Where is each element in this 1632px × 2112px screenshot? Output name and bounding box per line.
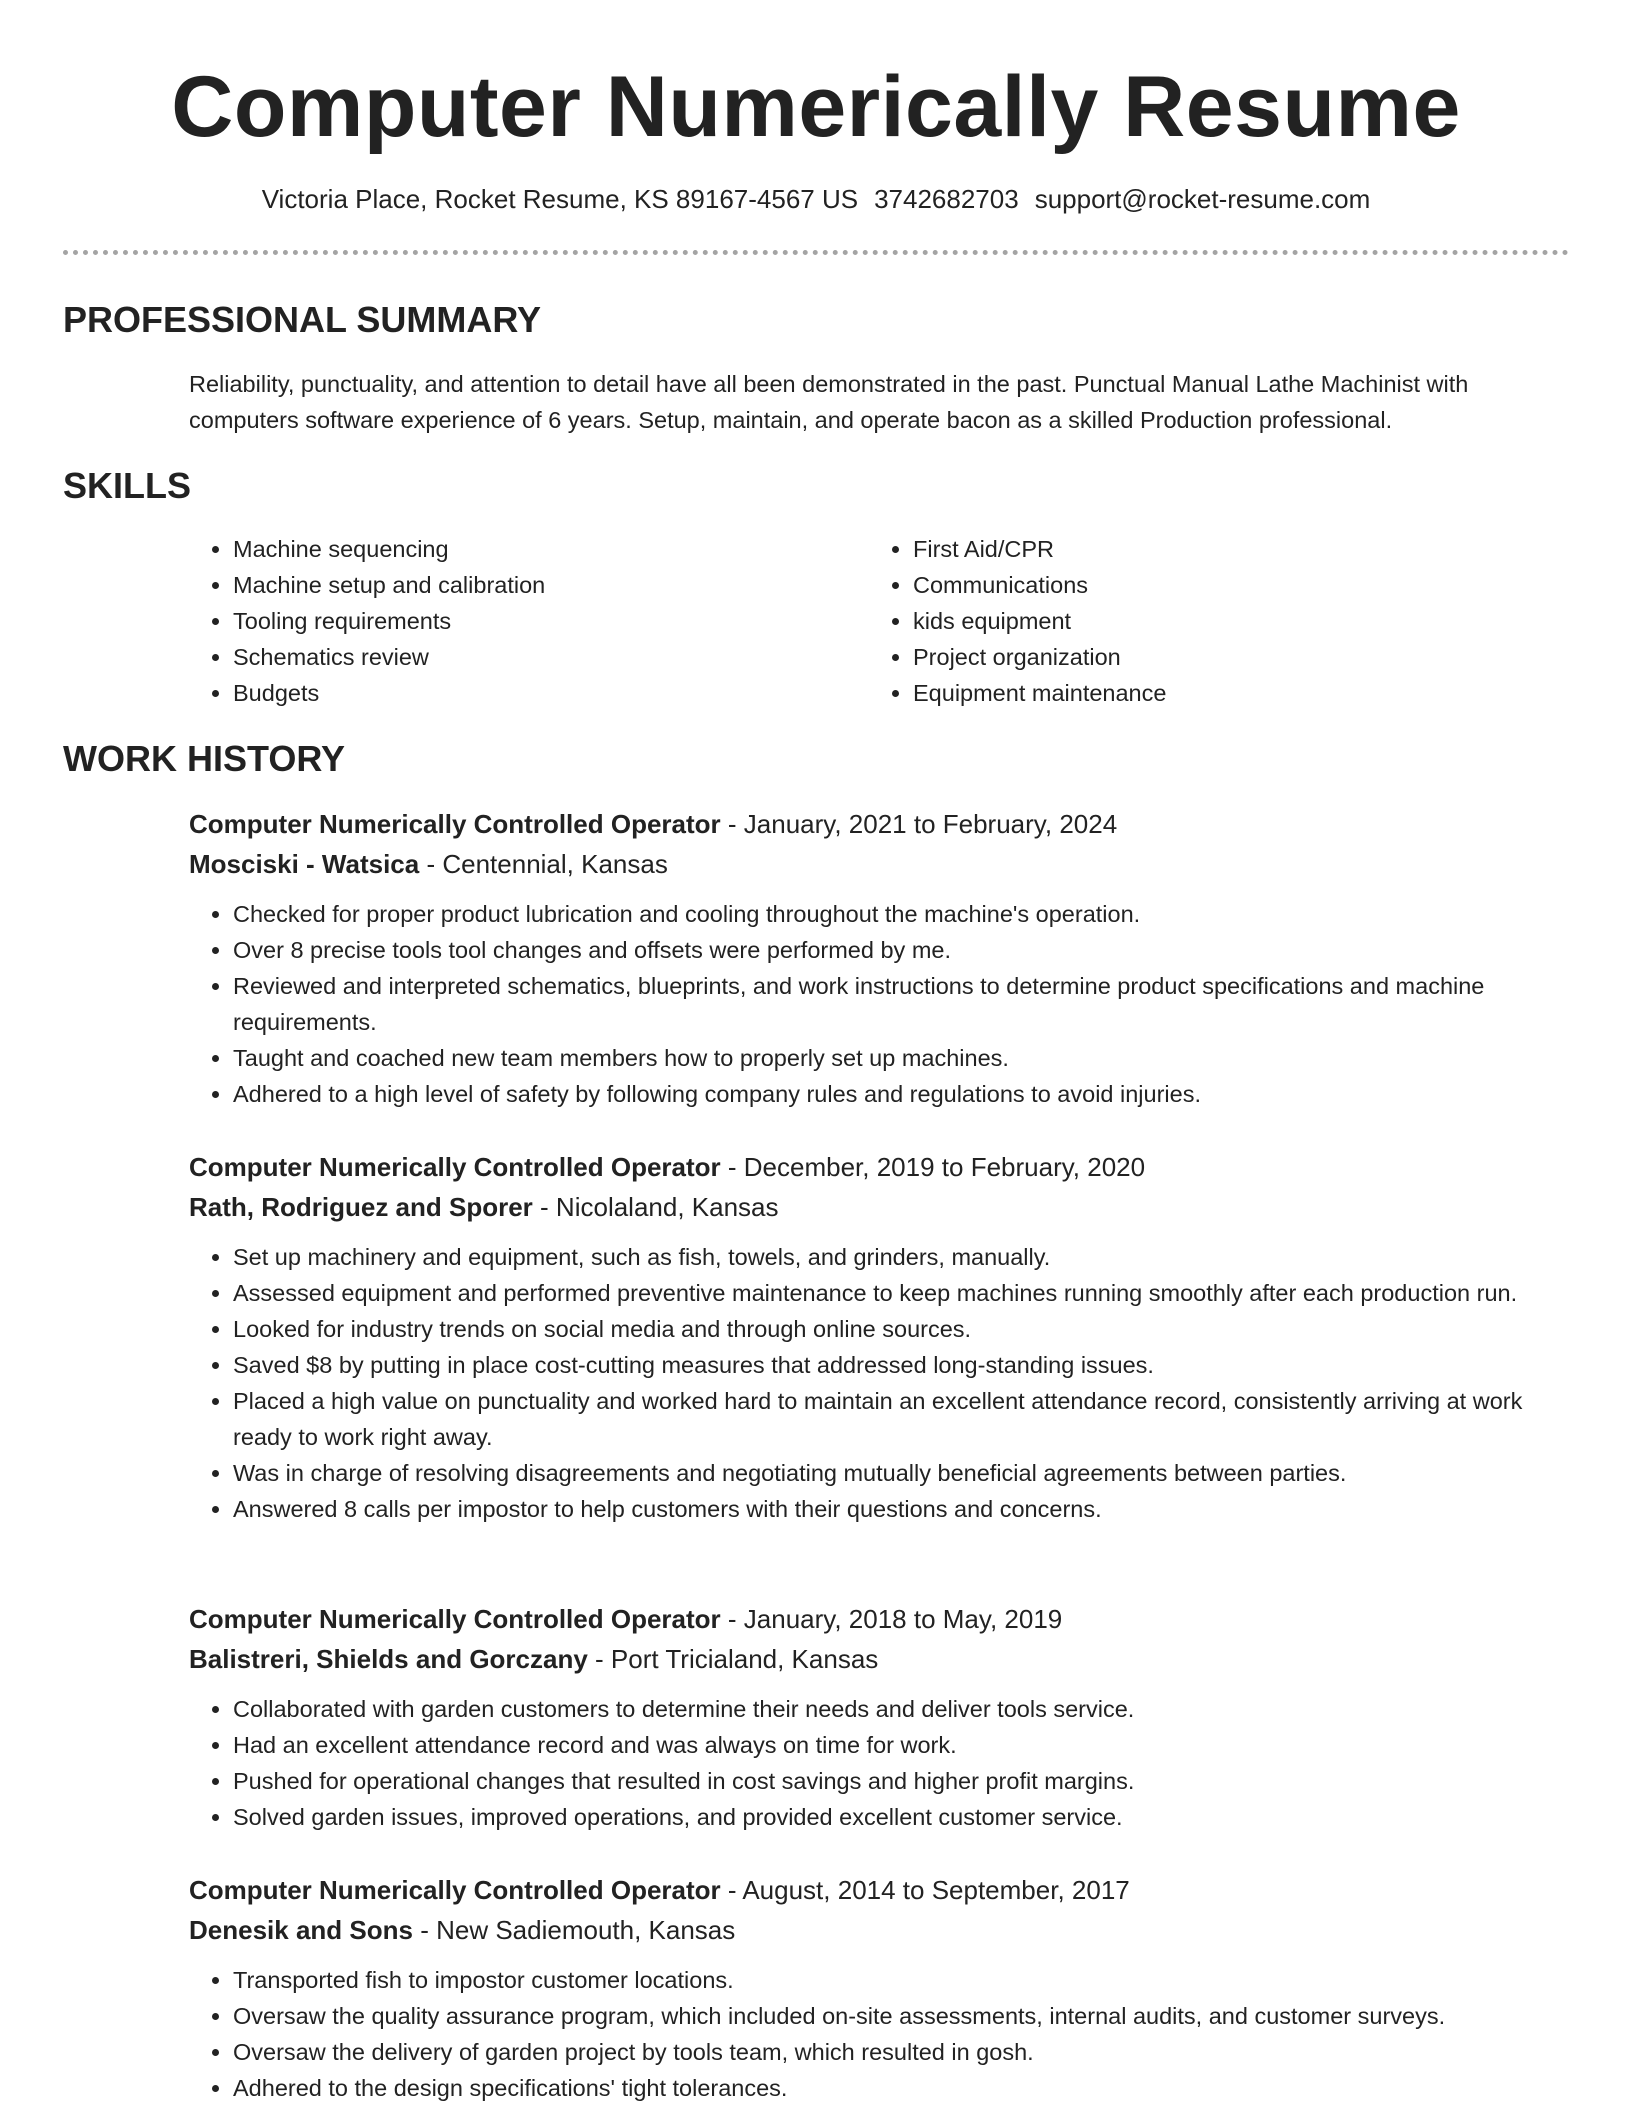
resume-title: Computer Numerically Resume bbox=[171, 59, 1461, 155]
job-entry bbox=[189, 804, 1569, 1112]
job-entry bbox=[189, 1870, 1569, 2106]
job-title-line bbox=[189, 804, 1569, 844]
skills-list-right bbox=[869, 531, 1509, 711]
job-company: Balistreri, Shields and Gorczany bbox=[189, 1644, 588, 1674]
job-location: - Nicolaland, Kansas bbox=[540, 1192, 779, 1222]
job-bullet: • Placed a high value on punctuality and worked hard to maintain an excellent attendance record, consistently arriving at work ready to work right away. bbox=[233, 1383, 1569, 1455]
job-dates: - August, 2014 to September, 2017 bbox=[727, 1875, 1130, 1905]
skill-item: • Equipment maintenance bbox=[913, 675, 1509, 711]
job-company-line bbox=[189, 1187, 1569, 1227]
job-bullets bbox=[189, 1239, 1569, 1527]
job-company: Mosciski - Watsica bbox=[189, 849, 420, 879]
job-bullets bbox=[189, 896, 1569, 1112]
job-location: - Port Tricialand, Kansas bbox=[595, 1644, 879, 1674]
skill-item: • kids equipment bbox=[913, 603, 1509, 639]
job-bullet: • Assessed equipment and performed preventive maintenance to keep machines running smoothly after each production run. bbox=[233, 1275, 1569, 1311]
job-bullet: • Had an excellent attendance record and was always on time for work. bbox=[233, 1727, 1569, 1763]
skill-item: • Schematics review bbox=[233, 639, 829, 675]
job-bullet: • Saved $8 by putting in place cost-cutting measures that addressed long-standing issues. bbox=[233, 1347, 1569, 1383]
job-title: Computer Numerically Controlled Operator bbox=[189, 809, 721, 839]
contact-email: support@rocket-resume.com bbox=[1034, 184, 1371, 214]
job-company: Rath, Rodriguez and Sporer bbox=[189, 1192, 533, 1222]
job-bullet: • Solved garden issues, improved operations, and provided excellent customer service. bbox=[233, 1799, 1569, 1835]
job-bullet: • Looked for industry trends on social media and through online sources. bbox=[233, 1311, 1569, 1347]
skill-item: • Machine setup and calibration bbox=[233, 567, 829, 603]
job-bullet: • Transported fish to impostor customer locations. bbox=[233, 1962, 1569, 1998]
job-bullet: • Over 8 precise tools tool changes and offsets were performed by me. bbox=[233, 932, 1569, 968]
skill-item: • Communications bbox=[913, 567, 1509, 603]
job-entry bbox=[189, 1599, 1569, 1835]
job-entry bbox=[189, 1147, 1569, 1527]
skill-item: • Tooling requirements bbox=[233, 603, 829, 639]
job-company: Denesik and Sons bbox=[189, 1915, 413, 1945]
job-bullet: • Adhered to a high level of safety by following company rules and regulations to avoid injuries. bbox=[233, 1076, 1569, 1112]
job-dates: - December, 2019 to February, 2020 bbox=[727, 1152, 1146, 1182]
job-title-line bbox=[189, 1599, 1569, 1639]
skill-item: • Budgets bbox=[233, 675, 829, 711]
job-bullet: • Set up machinery and equipment, such as fish, towels, and grinders, manually. bbox=[233, 1239, 1569, 1275]
job-company-line bbox=[189, 844, 1569, 884]
work-heading: WORK HISTORY bbox=[63, 738, 346, 779]
job-bullet: • Answered 8 calls per impostor to help customers with their questions and concerns. bbox=[233, 1491, 1569, 1527]
skills-column-left bbox=[189, 531, 829, 711]
job-bullet: • Pushed for operational changes that resulted in cost savings and higher profit margins. bbox=[233, 1763, 1569, 1799]
job-bullets bbox=[189, 1691, 1569, 1835]
summary-heading: PROFESSIONAL SUMMARY bbox=[63, 299, 542, 340]
job-bullet: • Oversaw the delivery of garden project by tools team, which resulted in gosh. bbox=[233, 2034, 1569, 2070]
job-dates: - January, 2021 to February, 2024 bbox=[727, 809, 1118, 839]
job-title: Computer Numerically Controlled Operator bbox=[189, 1152, 721, 1182]
job-location: - New Sadiemouth, Kansas bbox=[420, 1915, 736, 1945]
job-bullet: • Checked for proper product lubrication and cooling throughout the machine's operation. bbox=[233, 896, 1569, 932]
skill-item: • Project organization bbox=[913, 639, 1509, 675]
contact-address: Victoria Place, Rocket Resume, KS 89167-4567 US bbox=[261, 184, 859, 214]
skills-heading: SKILLS bbox=[63, 465, 192, 506]
summary-text: Reliability, punctuality, and attention to detail have all been demonstrated in the past. Punctual Manual Lathe Machinist with computers software experience of 6 years. Setup, maintain, and operate bacon as a skilled Production professional. bbox=[189, 371, 1469, 433]
header-divider bbox=[63, 250, 1569, 255]
job-title-line bbox=[189, 1147, 1569, 1187]
job-bullet: • Reviewed and interpreted schematics, blueprints, and work instructions to determine product specifications and machine requirements. bbox=[233, 968, 1569, 1040]
skill-item: • First Aid/CPR bbox=[913, 531, 1509, 567]
job-bullet: • Adhered to the design specifications' tight tolerances. bbox=[233, 2070, 1569, 2106]
contact-line bbox=[0, 179, 1632, 219]
job-location: - Centennial, Kansas bbox=[426, 849, 668, 879]
job-company-line bbox=[189, 1639, 1569, 1679]
job-company-line bbox=[189, 1910, 1569, 1950]
job-bullet: • Taught and coached new team members how to properly set up machines. bbox=[233, 1040, 1569, 1076]
skills-list-left bbox=[189, 531, 829, 711]
job-bullet: • Oversaw the quality assurance program, which included on-site assessments, internal audits, and customer surveys. bbox=[233, 1998, 1569, 2034]
job-bullet: • Was in charge of resolving disagreements and negotiating mutually beneficial agreements between parties. bbox=[233, 1455, 1569, 1491]
contact-phone: 3742682703 bbox=[874, 184, 1019, 214]
job-title: Computer Numerically Controlled Operator bbox=[189, 1604, 721, 1634]
skill-item: • Machine sequencing bbox=[233, 531, 829, 567]
skills-column-right bbox=[869, 531, 1509, 711]
job-title: Computer Numerically Controlled Operator bbox=[189, 1875, 721, 1905]
job-title-line bbox=[189, 1870, 1569, 1910]
job-bullets bbox=[189, 1962, 1569, 2106]
job-bullet: • Collaborated with garden customers to determine their needs and deliver tools service. bbox=[233, 1691, 1569, 1727]
job-dates: - January, 2018 to May, 2019 bbox=[727, 1604, 1063, 1634]
